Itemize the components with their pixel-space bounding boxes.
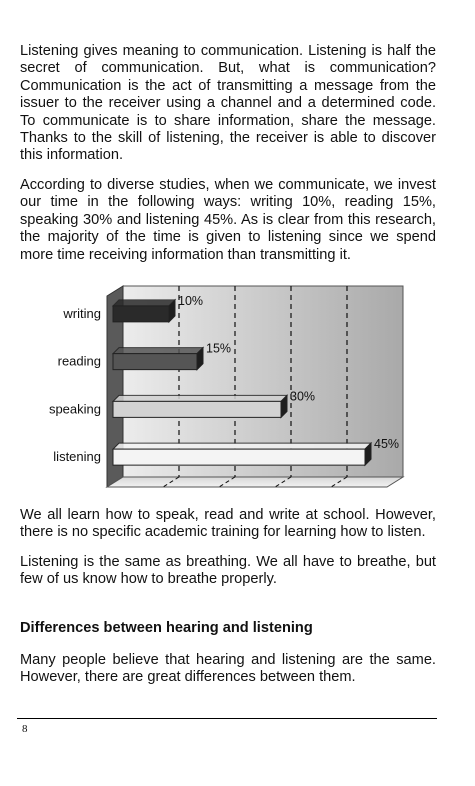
bar-writing xyxy=(113,306,169,322)
bar-reading xyxy=(113,354,197,370)
differences-paragraph: Many people believe that hearing and listening are the same. However, there are great differences between them. xyxy=(20,652,436,686)
category-label: speaking xyxy=(48,401,101,417)
breathing-paragraph: Listening is the same as breathing. We all have to breathe, but few of us know how to breathe properly. xyxy=(20,554,436,588)
category-label: writing xyxy=(63,305,101,321)
school-paragraph: We all learn how to speak, read and write at school. However, there is no specific academic training for learning how to listen. xyxy=(20,507,436,541)
bar-listening xyxy=(113,449,365,465)
section-heading: Differences between hearing and listening xyxy=(20,620,313,636)
bar-top-face xyxy=(113,395,287,401)
footer-rule xyxy=(17,718,437,719)
studies-paragraph: According to diverse studies, when we communicate, we invest our time in the following ways: writing 10%, reading 15%, speaking 30% and listening 45%. As is clear from this research, the majority of the time is given to listening since we spend more time receiving information than transmitting it. xyxy=(20,177,436,263)
value-label: 45% xyxy=(374,437,400,452)
category-label: listening xyxy=(53,449,101,465)
page-number: 8 xyxy=(22,723,28,735)
intro-paragraph: Listening gives meaning to communication. Listening is half the secret of communication. But, what is communication? Communication is the act of transmitting a message from the issuer to the receiver using a channel and a determined code. To communicate is to share information, share the message. Thanks to the skill of listening, the receiver is able to discover this information. xyxy=(20,43,436,164)
value-label: 10% xyxy=(178,293,204,308)
bar-top-face xyxy=(113,443,371,449)
chart-floor xyxy=(107,477,403,487)
category-label: reading xyxy=(57,353,101,369)
bar-top-face xyxy=(113,348,203,354)
value-label: 30% xyxy=(290,389,316,404)
bar-speaking xyxy=(113,401,281,417)
bar-top-face xyxy=(113,300,175,306)
value-label: 15% xyxy=(206,341,232,356)
